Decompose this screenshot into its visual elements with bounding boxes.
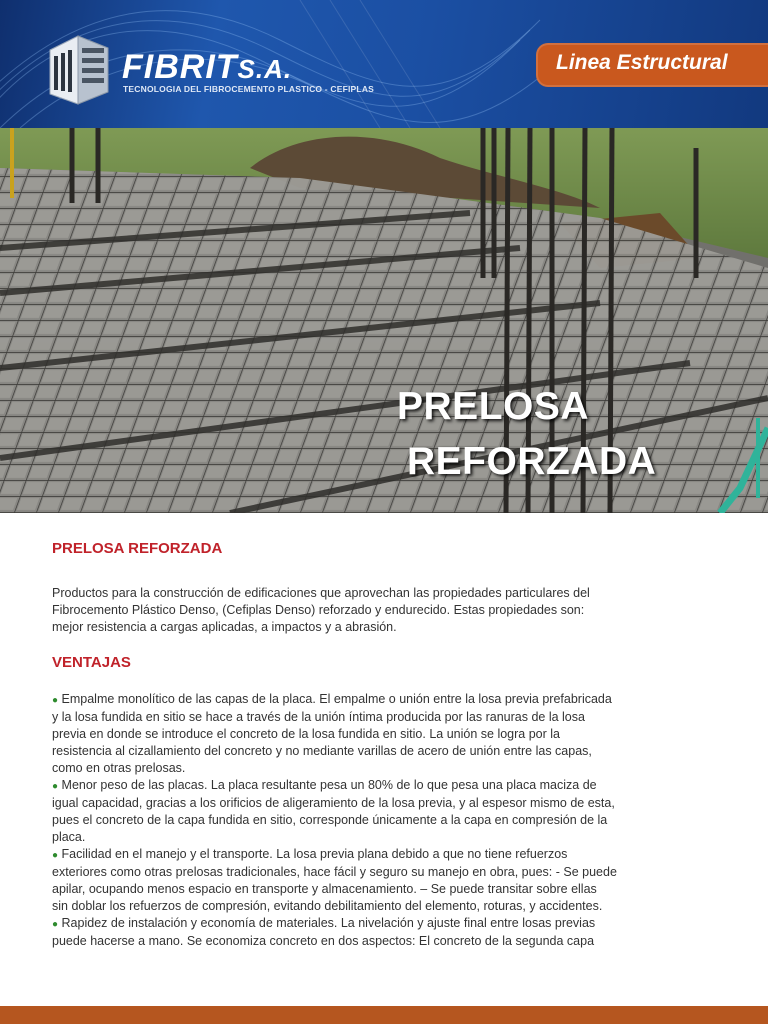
- ventaja-text: como en otras prelosas.: [52, 761, 186, 775]
- ventaja-line: [52, 898, 632, 915]
- ventaja-text: resistencia al cizallamiento del concreto y no mediante varillas de acero de unión entre las capas,: [52, 744, 592, 758]
- header-banner: [0, 0, 768, 128]
- line-label-badge: [536, 43, 768, 87]
- ventaja-text: igual capacidad, gracias a los orificios de aligeramiento de la losa previa, y al espesor mismo de esta,: [52, 796, 615, 810]
- ventaja-text: Menor peso de las placas. La placa resultante pesa un 80% de lo que pesa una placa maciza de: [61, 778, 597, 792]
- ventaja-text: Rapidez de instalación y economía de materiales. La nivelación y ajuste final entre losas previas: [61, 916, 596, 930]
- ventaja-line: [52, 881, 632, 898]
- intro-line: Fibrocemento Plástico Denso, (Cefiplas Denso) reforzado y endurecido. Estas propiedades son:: [52, 603, 585, 617]
- hero-title-line2: REFORZADA: [407, 440, 657, 483]
- green-bullet-icon: ●: [52, 781, 59, 792]
- section-heading-prelosa: PRELOSA REFORZADA: [52, 540, 223, 557]
- intro-paragraph: [52, 585, 632, 636]
- ventaja-bullet-line: [52, 846, 632, 864]
- ventaja-line: [52, 709, 632, 726]
- hero-photo: [0, 128, 768, 513]
- ventaja-line: [52, 829, 632, 846]
- ventaja-bullet-line: [52, 915, 632, 933]
- ventaja-text: Facilidad en el manejo y el transporte. La losa previa plana debido a que no tiene refuerzos: [61, 847, 568, 861]
- line-label-text: Linea Estructural: [556, 51, 728, 74]
- green-bullet-icon: ●: [52, 850, 59, 861]
- ventaja-text: puede hacerse a mano. Se economiza concreto en dos aspectos: El concreto de la segunda capa: [52, 934, 595, 948]
- brand-suffix: S.A.: [237, 54, 293, 84]
- hero-title-line1: PRELOSA: [397, 385, 590, 428]
- ventaja-text: placa.: [52, 830, 86, 844]
- ventaja-text: apilar, ocupando menos espacio en transporte y almacenamiento. – Se puede transitar sobre ellas: [52, 882, 597, 896]
- brand-main: FIBRIT: [122, 48, 238, 86]
- main-content: [52, 540, 632, 950]
- ventaja-line: [52, 812, 632, 829]
- ventaja-bullet-line: [52, 691, 632, 709]
- green-bullet-icon: ●: [52, 695, 59, 706]
- ventaja-line: [52, 743, 632, 760]
- ventaja-text: y la losa fundida en sitio se hace a través de la unión íntima producida por las ranuras de la losa: [52, 710, 585, 724]
- ventaja-line: [52, 760, 632, 777]
- ventaja-text: exteriores como otras prelosas tradicionales, hace fácil y seguro su manejo en obra, pues: - Se puede: [52, 865, 617, 879]
- section-heading-ventajas: VENTAJAS: [52, 654, 131, 671]
- ventaja-line: [52, 933, 632, 950]
- ventaja-line: [52, 795, 632, 812]
- green-bullet-icon: ●: [52, 919, 59, 930]
- ventaja-text: Empalme monolítico de las capas de la placa. El empalme o unión entre la losa previa prefabricada: [61, 692, 612, 706]
- fibrit-building-logo-icon: [46, 34, 112, 106]
- brand-tagline: TECNOLOGIA DEL FIBROCEMENTO PLASTICO - CEFIPLAS: [123, 84, 375, 94]
- ventaja-line: [52, 726, 632, 743]
- ventaja-text: previa en donde se introduce el concreto de la losa fundida en sitio. La unión se logra por la: [52, 727, 560, 741]
- ventajas-list: [52, 691, 632, 950]
- ventaja-text: sin doblar los refuerzos de compresión, evitando debilitamiento del elemento, roturas, y accidentes.: [52, 899, 603, 913]
- footer-bar: [0, 1006, 768, 1024]
- ventaja-bullet-line: [52, 777, 632, 795]
- intro-line: Productos para la construcción de edificaciones que aprovechan las propiedades particulares del: [52, 586, 590, 600]
- brand-name: [122, 50, 292, 86]
- ventaja-line: [52, 864, 632, 881]
- ventaja-text: pues el concreto de la capa fundida en sitio, corresponde únicamente a la capa en compresión de la: [52, 813, 608, 827]
- intro-line: mejor resistencia a cargas aplicadas, a impactos y a abrasión.: [52, 620, 397, 634]
